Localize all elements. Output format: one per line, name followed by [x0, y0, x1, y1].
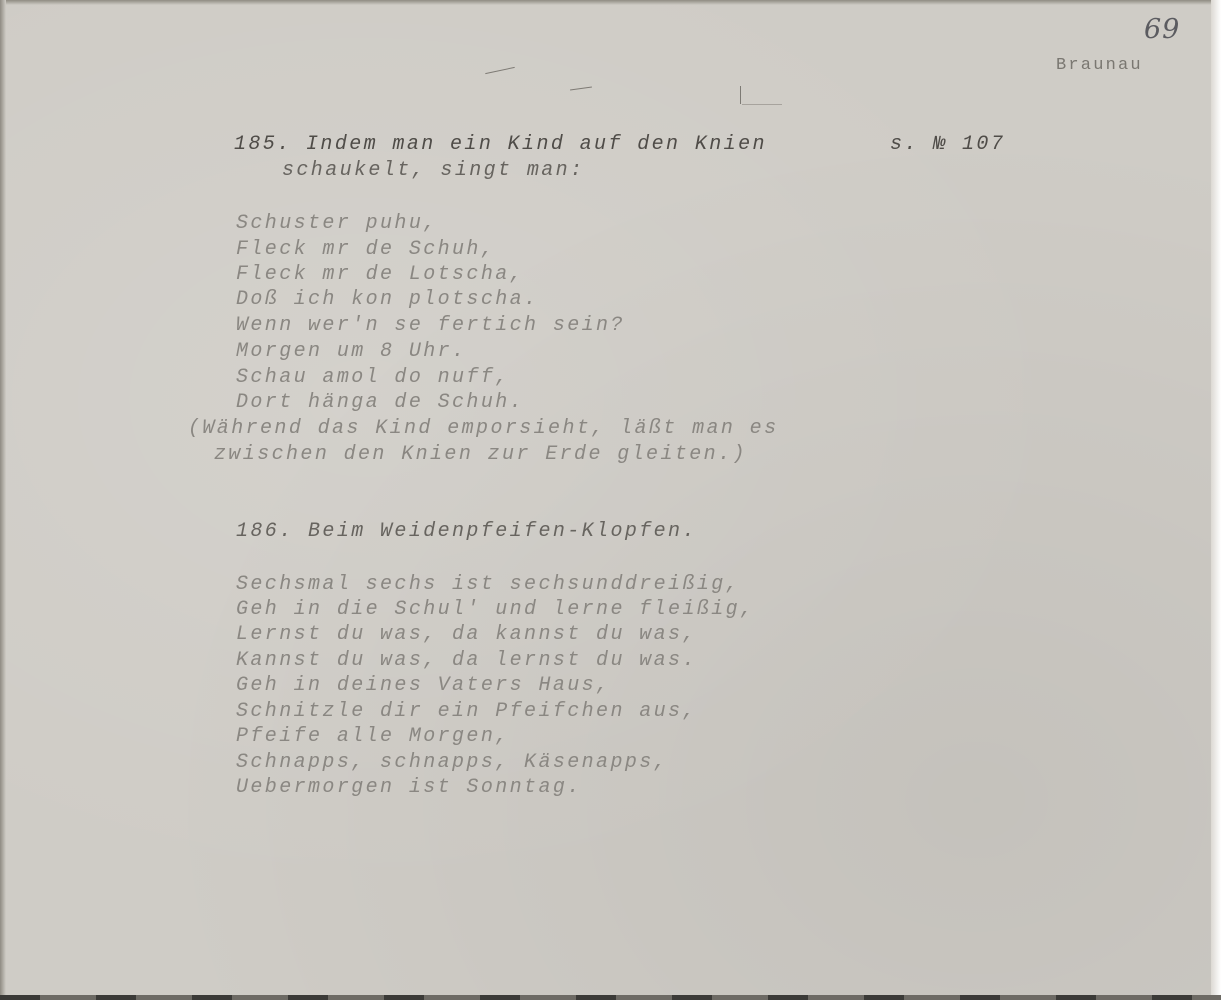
entry-185-reference: s. № 107	[890, 133, 1006, 156]
verse-line: Pfeife alle Morgen,	[236, 725, 510, 748]
stray-mark	[742, 104, 782, 105]
verse-line: Doß ich kon plotscha.	[236, 288, 539, 311]
verse-line: Schnapps, schnapps, Käsenapps,	[236, 751, 669, 774]
entry-185-note: zwischen den Knien zur Erde gleiten.)	[214, 443, 747, 466]
page-number: 69	[1144, 14, 1181, 45]
verse-line: Fleck mr de Schuh,	[236, 238, 496, 261]
verse-line: Sechsmal sechs ist sechsunddreißig,	[236, 573, 741, 596]
verse-line: Wenn wer'n se fertich sein?	[236, 314, 625, 337]
entry-185-note: (Während das Kind emporsieht, läßt man es	[188, 417, 779, 440]
entry-186-title: 186. Beim Weidenpfeifen-Klopfen.	[236, 520, 697, 543]
card-right-edge	[1211, 0, 1221, 1000]
verse-line: Lernst du was, da kannst du was,	[236, 623, 697, 646]
entry-185-title: 185. Indem man ein Kind auf den Knien	[234, 133, 767, 156]
verse-line: Uebermorgen ist Sonntag.	[236, 776, 582, 799]
verse-line: Geh in deines Vaters Haus,	[236, 674, 611, 697]
stray-mark	[740, 86, 741, 104]
verse-line: Schau amol do nuff,	[236, 366, 510, 389]
verse-line: Dort hänga de Schuh.	[236, 391, 525, 414]
verse-line: Morgen um 8 Uhr.	[236, 340, 467, 363]
verse-line: Kannst du was, da lernst du was.	[236, 649, 697, 672]
verse-line: Geh in die Schul' und lerne fleißig,	[236, 598, 755, 621]
card-top-edge	[0, 0, 1221, 5]
place-name: Braunau	[1056, 56, 1143, 75]
card-bottom-edge	[0, 995, 1221, 1000]
entry-185-title-continued: schaukelt, singt man:	[282, 159, 585, 182]
stray-mark	[570, 86, 592, 90]
verse-line: Schuster puhu,	[236, 212, 438, 235]
stray-mark	[485, 67, 515, 74]
verse-line: Schnitzle dir ein Pfeifchen aus,	[236, 700, 697, 723]
card-left-edge	[0, 0, 6, 1000]
verse-line: Fleck mr de Lotscha,	[236, 263, 525, 286]
